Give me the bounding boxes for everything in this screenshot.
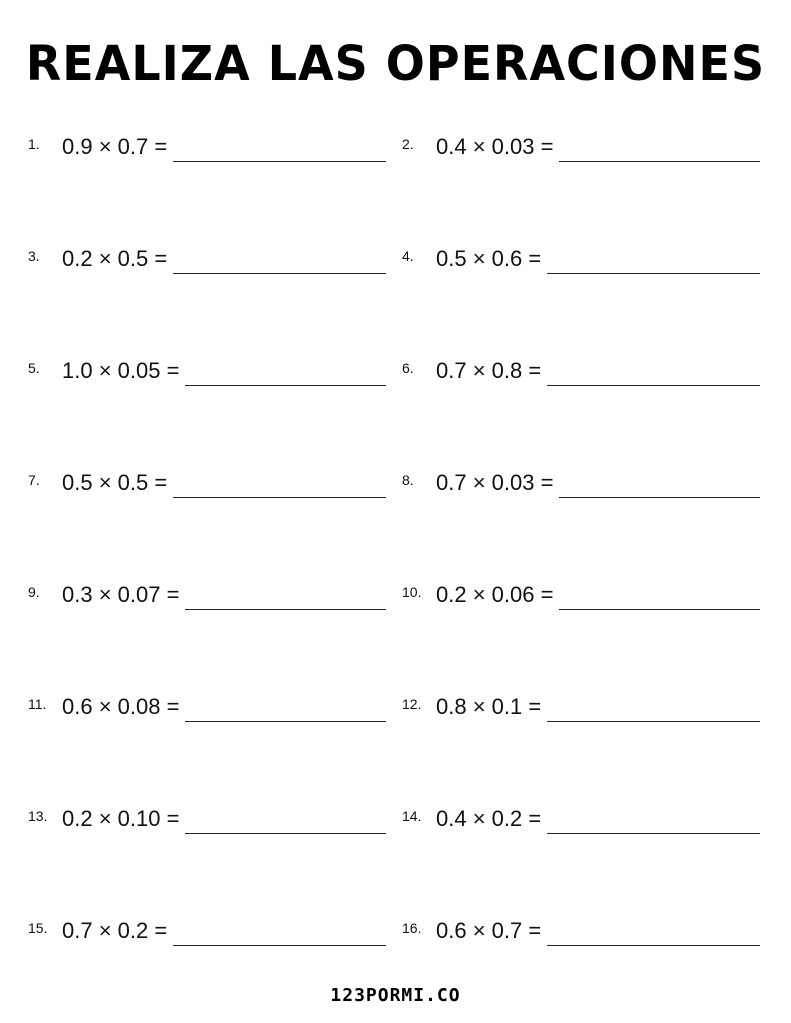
problem-item	[402, 568, 760, 618]
problem-item	[28, 120, 386, 170]
problem-expression: 0.7 × 0.2 =	[62, 918, 168, 943]
problem-number: 12.	[402, 696, 422, 712]
problem-item	[402, 120, 760, 170]
problem-item	[28, 904, 386, 954]
problem-item	[28, 232, 386, 282]
problem-item	[402, 904, 760, 954]
problem-number: 1.	[28, 136, 40, 152]
answer-blank[interactable]	[173, 496, 386, 498]
problem-expression: 1.0 × 0.05 =	[62, 358, 180, 383]
problem-number: 4.	[402, 248, 414, 264]
site-footer: 123PORMI.CO	[330, 985, 461, 1006]
problem-item	[402, 456, 760, 506]
problem-item	[28, 680, 386, 730]
answer-blank[interactable]	[547, 832, 760, 834]
answer-blank[interactable]	[559, 496, 760, 498]
problem-number: 10.	[402, 584, 422, 600]
answer-blank[interactable]	[559, 160, 760, 162]
problem-expression: 0.7 × 0.03 =	[436, 470, 554, 495]
problem-number: 11.	[28, 696, 47, 712]
problem-row	[0, 344, 791, 394]
problem-expression: 0.7 × 0.8 =	[436, 358, 542, 383]
problem-number: 14.	[402, 808, 422, 824]
problem-number: 13.	[28, 808, 48, 824]
problem-row	[0, 232, 791, 282]
answer-blank[interactable]	[559, 608, 760, 610]
problem-item	[28, 456, 386, 506]
problem-number: 5.	[28, 360, 40, 376]
problem-number: 15.	[28, 920, 48, 936]
problem-row	[0, 904, 791, 954]
problem-item	[402, 232, 760, 282]
answer-blank[interactable]	[173, 272, 386, 274]
worksheet-title: REALIZA LAS OPERACIONES	[25, 34, 766, 92]
problem-expression: 0.5 × 0.6 =	[436, 246, 542, 271]
problem-number: 2.	[402, 136, 414, 152]
problem-number: 16.	[402, 920, 422, 936]
answer-blank[interactable]	[547, 272, 760, 274]
problem-item	[402, 344, 760, 394]
answer-blank[interactable]	[547, 384, 760, 386]
problem-number: 3.	[28, 248, 40, 264]
answer-blank[interactable]	[547, 720, 760, 722]
problem-expression: 0.4 × 0.03 =	[436, 134, 554, 159]
problem-row	[0, 792, 791, 842]
answer-blank[interactable]	[547, 944, 760, 946]
problem-expression: 0.2 × 0.06 =	[436, 582, 554, 607]
problem-expression: 0.2 × 0.10 =	[62, 806, 180, 831]
problem-expression: 0.9 × 0.7 =	[62, 134, 168, 159]
problem-row	[0, 120, 791, 170]
answer-blank[interactable]	[173, 160, 386, 162]
problem-expression: 0.8 × 0.1 =	[436, 694, 542, 719]
problem-number: 8.	[402, 472, 414, 488]
problem-expression: 0.6 × 0.08 =	[62, 694, 180, 719]
answer-blank[interactable]	[185, 608, 386, 610]
problem-row	[0, 680, 791, 730]
problem-expression: 0.2 × 0.5 =	[62, 246, 168, 271]
problem-row	[0, 456, 791, 506]
answer-blank[interactable]	[185, 832, 386, 834]
problem-number: 6.	[402, 360, 414, 376]
problem-item	[28, 792, 386, 842]
problem-expression: 0.3 × 0.07 =	[62, 582, 180, 607]
problem-item	[402, 792, 760, 842]
answer-blank[interactable]	[173, 944, 386, 946]
problem-number: 9.	[28, 584, 40, 600]
problem-item	[28, 344, 386, 394]
problem-item	[28, 568, 386, 618]
problem-row	[0, 568, 791, 618]
problem-expression: 0.5 × 0.5 =	[62, 470, 168, 495]
problem-number: 7.	[28, 472, 40, 488]
answer-blank[interactable]	[185, 384, 386, 386]
problem-item	[402, 680, 760, 730]
answer-blank[interactable]	[185, 720, 386, 722]
problem-expression: 0.6 × 0.7 =	[436, 918, 542, 943]
problem-expression: 0.4 × 0.2 =	[436, 806, 542, 831]
